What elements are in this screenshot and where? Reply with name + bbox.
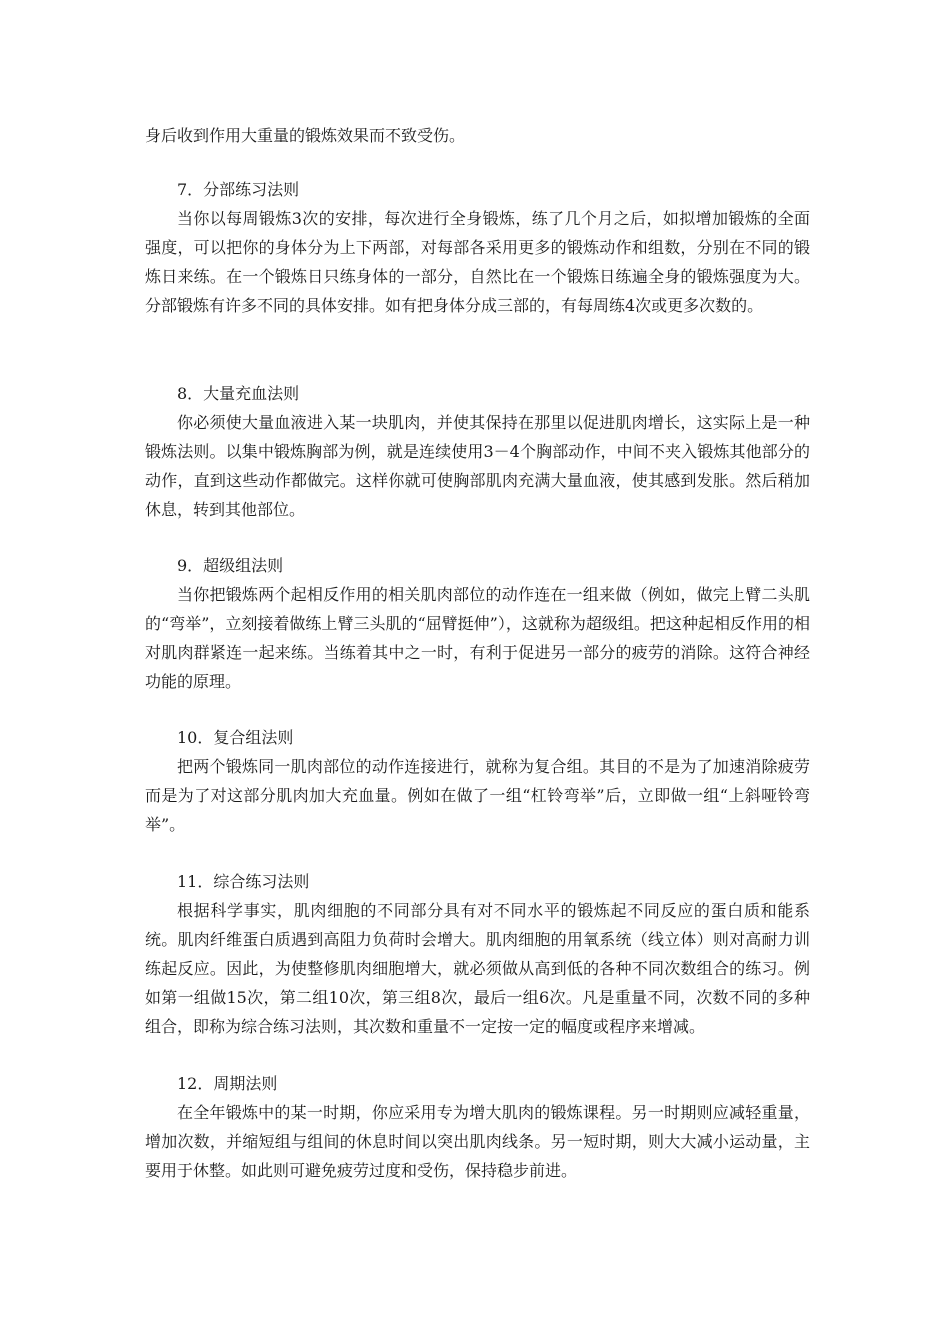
section-body: 把两个锻炼同一肌肉部位的动作连接进行，就称为复合组。其目的不是为了加速消除疲劳而是为了对这部分肌肉加大充血量。例如在做了一组“杠铃弯举”后，立即做一组“上斜哑铃弯举”。	[145, 757, 810, 834]
section-8-pump	[145, 380, 810, 524]
section-7-split-training	[145, 176, 810, 320]
section-body: 在全年锻炼中的某一时期，你应采用专为增大肌肉的锻炼课程。另一时期则应减轻重量，增加次数，并缩短组与组间的休息时间以突出肌肉线条。另一短时期，则大大减小运动量，主要用于休整。如此则可避免疲劳过度和受伤，保持稳步前进。	[145, 1103, 810, 1180]
section-11-combined-training	[145, 868, 810, 1041]
section-body: 根据科学事实，肌肉细胞的不同部分具有对不同水平的锻炼起不同反应的蛋白质和能系统。肌肉纤维蛋白质遇到高阻力负荷时会增大。肌肉细胞的用氧系统（线立体）则对高耐力训练起反应。因此，为使整修肌肉细胞增大，就必须做从高到低的各种不同次数组合的练习。例如第一组做15次，第二组10次，第三组8次，最后一组6次。凡是重量不同，次数不同的多种组合，即称为综合练习法则，其次数和重量不一定按一定的幅度或程序来增减。	[145, 901, 810, 1036]
section-9-superset	[145, 552, 810, 696]
section-heading: 12．周期法则	[177, 1074, 278, 1093]
section-body: 你必须使大量血液进入某一块肌肉，并使其保持在那里以促进肌肉增长，这实际上是一种锻炼法则。以集中锻炼胸部为例，就是连续使用3－4个胸部动作，中间不夹入锻炼其他部分的动作，直到这些动作都做完。这样你就可使胸部肌肉充满大量血液，使其感到发胀。然后稍加休息，转到其他部位。	[145, 413, 810, 519]
intro-paragraph: 身后收到作用大重量的锻炼效果而不致受伤。	[145, 126, 466, 145]
section-10-compound-set	[145, 724, 810, 839]
section-heading: 11．综合练习法则	[177, 872, 310, 891]
section-heading: 10．复合组法则	[177, 728, 294, 747]
section-heading: 9．超级组法则	[177, 556, 284, 575]
section-heading: 7．分部练习法则	[177, 180, 300, 199]
section-12-periodization	[145, 1070, 810, 1185]
section-body: 当你以每周锻炼3次的安排，每次进行全身锻炼，练了几个月之后，如拟增加锻炼的全面强度，可以把你的身体分为上下两部，对每部各采用更多的锻炼动作和组数，分别在不同的锻炼日来练。在一个锻炼日只练身体的一部分，自然比在一个锻炼日练遍全身的锻炼强度为大。分部锻炼有许多不同的具体安排。如有把身体分成三部的，有每周练4次或更多次数的。	[145, 209, 810, 315]
section-body: 当你把锻炼两个起相反作用的相关肌肉部位的动作连在一组来做（例如，做完上臂二头肌的“弯举”，立刻接着做练上臂三头肌的“屈臂挺伸”），这就称为超级组。把这种起相反作用的相对肌肉群紧连一起来练。当练着其中之一时，有利于促进另一部分的疲劳的消除。这符合神经功能的原理。	[145, 585, 810, 691]
section-heading: 8．大量充血法则	[177, 384, 300, 403]
